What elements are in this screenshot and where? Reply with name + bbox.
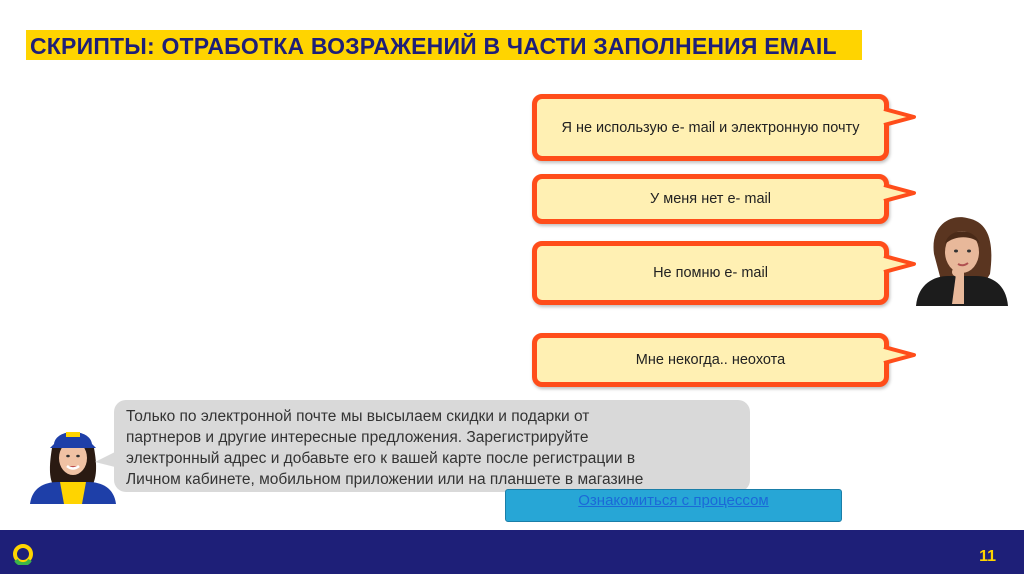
objection-text-2: У меня нет e- mail xyxy=(650,191,771,207)
bubble-tail xyxy=(884,179,918,205)
objection-bubble-4 xyxy=(532,333,889,387)
answer-line-2: партнеров и другие интересные предложения. Зарегистрируйте xyxy=(126,429,589,446)
objection-text-1: Я не использую e- mail и электронную почту xyxy=(561,119,860,136)
brand-logo-icon xyxy=(12,543,34,565)
objection-bubble-3 xyxy=(532,241,889,305)
objection-text-3: Не помню e- mail xyxy=(653,265,768,281)
bubble-tail xyxy=(884,103,918,129)
customer-avatar xyxy=(912,214,1012,306)
process-link-button[interactable]: Ознакомиться с процессом xyxy=(505,489,842,522)
answer-line-1: Только по электронной почте мы высылаем скидки и подарки от xyxy=(126,408,590,425)
answer-bubble xyxy=(114,400,750,492)
page-title: СКРИПТЫ: ОТРАБОТКА ВОЗРАЖЕНИЙ В ЧАСТИ ЗАПОЛНЕНИЯ EMAIL xyxy=(30,33,837,59)
page-number: 11 xyxy=(979,548,996,565)
footer-bar xyxy=(0,530,1024,574)
objection-bubble-1 xyxy=(532,94,889,161)
answer-line-4: Личном кабинете, мобильном приложении или на планшете в магазине xyxy=(126,471,644,488)
objection-bubble-2 xyxy=(532,174,889,224)
objection-text-4: Мне некогда.. неохота xyxy=(635,352,786,368)
bubble-tail xyxy=(884,341,918,367)
answer-line-3: электронный адрес и добавьте его к вашей карте после регистрации в xyxy=(126,450,636,467)
